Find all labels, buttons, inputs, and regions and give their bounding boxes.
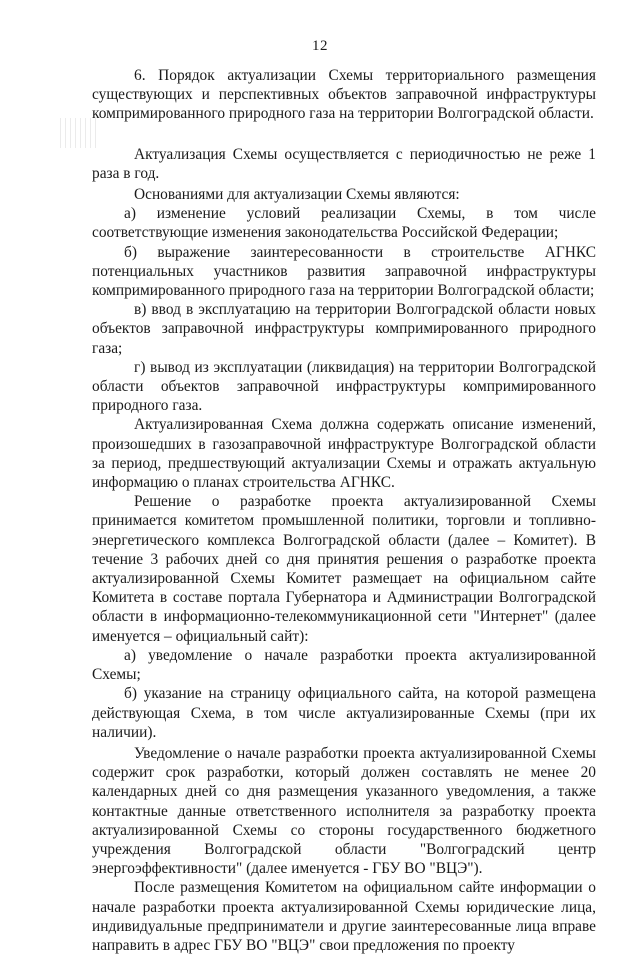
paragraph-grounds-intro: Основаниями для актуализации Схемы являются: [134, 186, 460, 204]
list-item-v: в) ввод в эксплуатацию на территории Волгоградской области новых объектов заправочной инфраструктуры компримированного природного газа; [92, 301, 596, 357]
list-item-notification: а) уведомление о начале разработки проекта актуализированной Схемы; [92, 646, 596, 684]
paragraph-notification-content: Уведомление о начале разработки проекта актуализированной Схемы содержит срок разработки, который должен составлять не менее 20 календарных дней со дня размещения указанного уведомления, а также контактные данные ответственного исполнителя за разработку проекта актуализированной Схемы со стороны государственного бюджетного учреждения Волгоградской области "Волгоградский центр энергоэффективности" (далее именуется - ГБУ ВО "ВЦЭ"). [92, 744, 596, 878]
section-heading: 6. Порядок актуализации Схемы территориального размещения существующих и перспективных объектов заправочной инфраструктуры компримированного природного газа на территории Волгоградской области. [92, 67, 596, 123]
list-item-page-link: б) указание на страницу официального сайта, на которой размещена действующая Схема, в том числе актуализированные Схемы (при их наличии). [92, 685, 596, 741]
paragraph-proposals: После размещения Комитетом на официальном сайте информации о начале разработки проекта актуализированной Схемы юридические лица, индивидуальные предприниматели и другие заинтересованные лица вправе направить в адрес ГБУ ВО "ВЦЭ" свои предложения по проекту [92, 879, 596, 954]
list-item-b: б) выражение заинтересованности в строительстве АГНКС потенциальных участников развития заправочной инфраструктуры компримированного природного газа на территории Волгоградской области; [92, 243, 596, 300]
paragraph-updated-scheme: Актуализированная Схема должна содержать описание изменений, произошедших в газозаправочной инфраструктуре Волгоградской области за период, предшествующий актуализации Схемы и отражать актуальную информацию о планах строительства АГНКС. [92, 416, 596, 492]
page-number: 12 [312, 38, 328, 54]
paragraph-decision: Решение о разработке проекта актуализированной Схемы принимается комитетом промышленной политики, торговли и топливно-энергетического комплекса Волгоградской области (далее – Комитет). В течение 3 рабочих дней со дня принятия решения о разработке проекта актуализированной Схемы Комитет размещает на официальном сайте Комитета в составе портала Губернатора и Администрации Волгоградской области в информационно-телекоммуникационной сети "Интернет" (далее именуется – официальный сайт): [92, 493, 596, 645]
list-item-a: а) изменение условий реализации Схемы, в том числе соответствующие изменения законодательства Российской Федерации; [92, 205, 596, 242]
list-item-g: г) вывод из эксплуатации (ликвидация) на территории Волгоградской области объектов заправочной инфраструктуры компримированного природного газа. [92, 358, 596, 415]
document-body [92, 66, 596, 955]
paragraph-frequency: Актуализация Схемы осуществляется с периодичностью не реже 1 раза в год. [92, 145, 596, 182]
